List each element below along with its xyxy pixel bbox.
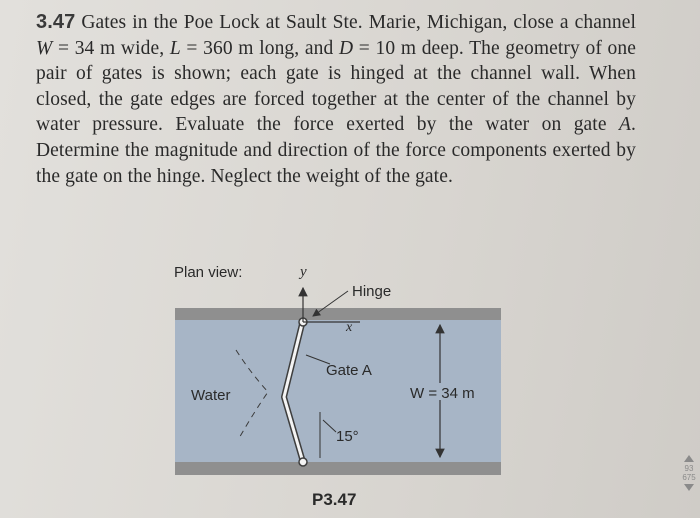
page-up-icon[interactable] — [684, 455, 694, 462]
page-down-icon[interactable] — [684, 484, 694, 491]
problem-text-3: = 360 m long, and — [180, 37, 339, 59]
problem-text-5: . Determine the magnitude and direction of the force components exerted by the gate on the hinge. Neglect the weight of the gate. — [36, 114, 636, 187]
problem-text-4: = 10 m deep. The geometry of one pair of gates is shown; each gate is hinged at the channel wall. When closed, the gate edges are forced together at the center of the channel by water pressure. Evaluate the force exerted by the water on gate — [36, 37, 636, 136]
problem-text-2: = 34 m wide, — [52, 37, 170, 59]
problem-text-1: Gates in the Poe Lock at Sault Ste. Marie, Michigan, close a channel — [75, 12, 636, 33]
hinge-pin-bottom — [299, 458, 307, 466]
figure-id: P3.47 — [312, 490, 357, 509]
symbol-l: L — [169, 37, 181, 59]
page-number-top: 93 — [684, 464, 694, 473]
side-page-nav[interactable] — [680, 455, 698, 491]
width-label: W = 34 m — [410, 385, 475, 402]
problem-number: 3.47 — [36, 11, 76, 33]
channel-wall-top — [175, 308, 501, 320]
x-axis-label: x — [346, 320, 353, 335]
angle-label: 15° — [336, 428, 359, 445]
water-label: Water — [191, 387, 231, 404]
gate-a-label: Gate A — [326, 362, 372, 379]
plan-view-label: Plan view: — [174, 264, 243, 281]
symbol-a: A — [619, 114, 632, 136]
y-axis-label: y — [300, 264, 307, 280]
symbol-w: W — [36, 37, 53, 59]
symbol-d: D — [338, 37, 354, 59]
hinge-label: Hinge — [352, 283, 392, 300]
page-number-bottom: 675 — [682, 473, 696, 482]
channel-wall-bottom — [175, 462, 501, 475]
